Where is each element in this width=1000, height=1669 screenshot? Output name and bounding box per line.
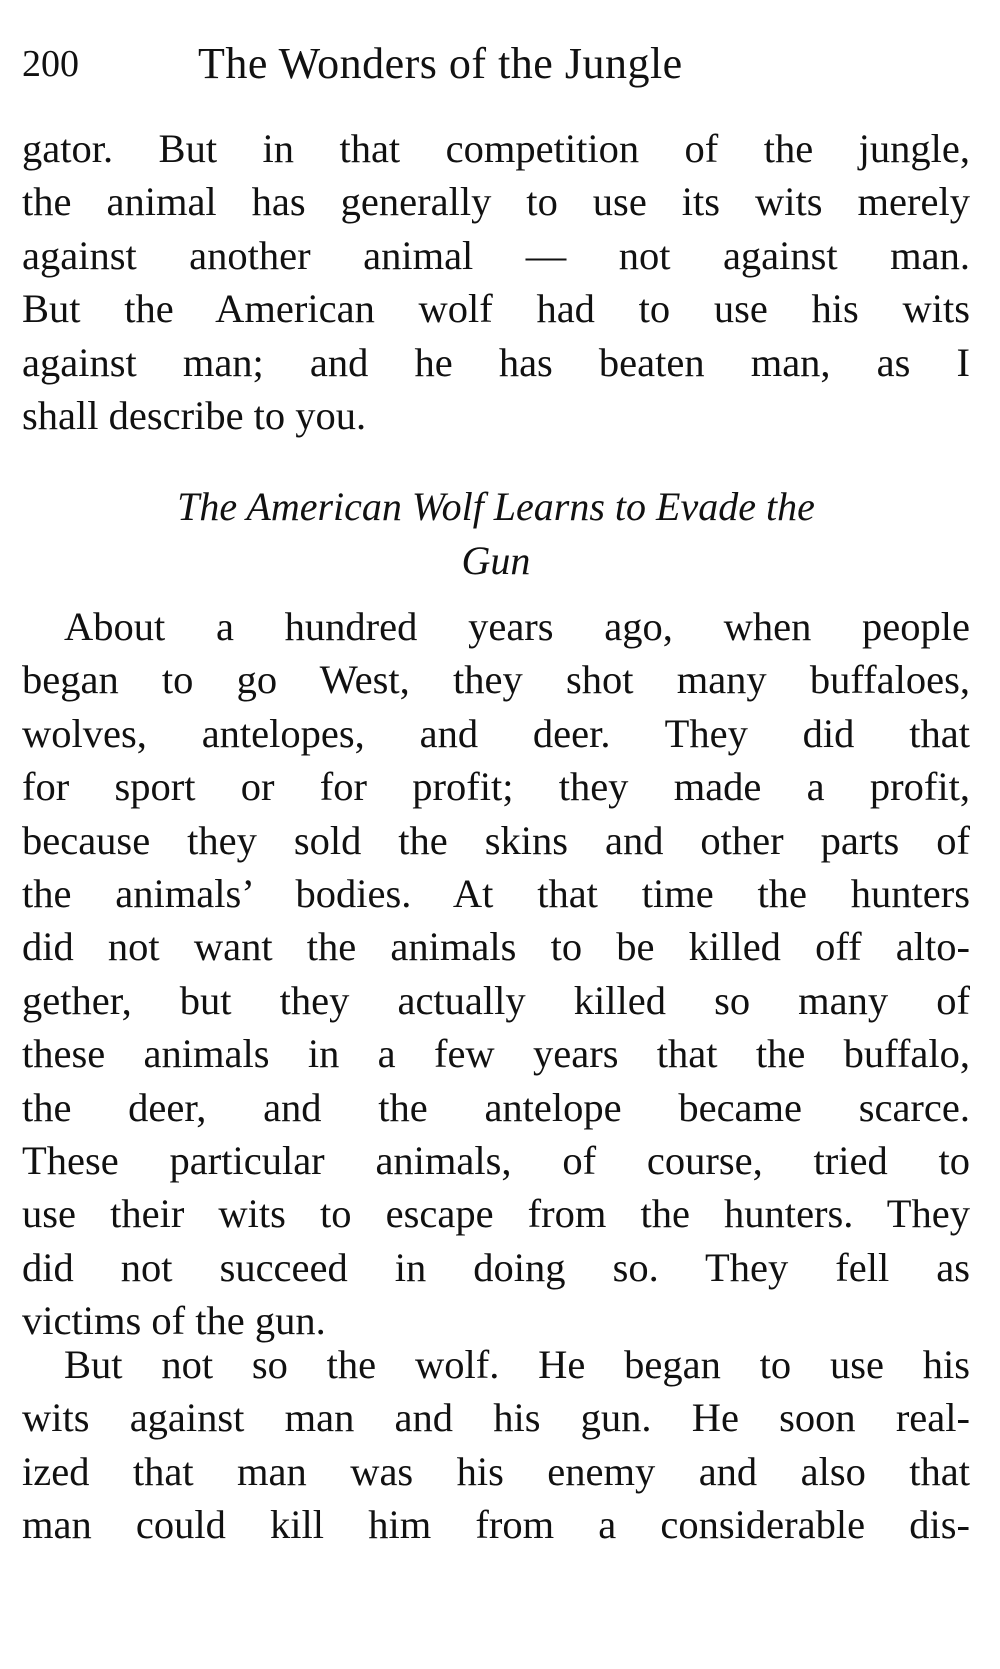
text-line: wolves, antelopes, and deer. They did that xyxy=(22,710,970,756)
text-line: man could kill him from a considerable dis- xyxy=(22,1502,970,1548)
paragraph-3 xyxy=(22,1338,970,1552)
paragraph-1 xyxy=(22,122,970,442)
text-line: against another animal — not against man. xyxy=(22,232,970,278)
text-line: against man; and he has beaten man, as I xyxy=(22,339,970,385)
text-line: victims of the gun. xyxy=(22,1298,326,1344)
text-line: did not succeed in doing so. They fell as xyxy=(22,1244,970,1290)
subheading-line-2: Gun xyxy=(461,538,531,583)
section-subheading xyxy=(22,480,970,588)
text-line: About a hundred years ago, when people xyxy=(64,604,970,649)
text-line: these animals in a few years that the buffalo, xyxy=(22,1031,970,1077)
text-line: use their wits to escape from the hunters. They xyxy=(22,1191,970,1237)
text-line: gether, but they actually killed so many of xyxy=(22,977,970,1023)
text-line: began to go West, they shot many buffaloes, xyxy=(22,657,970,703)
page-number: 200 xyxy=(22,43,79,85)
page-header xyxy=(22,36,970,92)
subheading-line-1: The American Wolf Learns to Evade the xyxy=(177,484,815,529)
paragraph-2 xyxy=(22,600,970,1347)
text-line: wits against man and his gun. He soon real- xyxy=(22,1395,970,1441)
text-line: the deer, and the antelope became scarce. xyxy=(22,1084,970,1130)
text-line: did not want the animals to be killed off alto- xyxy=(22,924,970,970)
running-title: The Wonders of the Jungle xyxy=(198,39,683,88)
text-line: for sport or for profit; they made a profit, xyxy=(22,764,970,810)
text-line: gator. But in that competition of the jungle, xyxy=(22,126,970,171)
text-line: the animal has generally to use its wits merely xyxy=(22,179,970,225)
text-line: But the American wolf had to use his wits xyxy=(22,286,970,332)
text-line: But not so the wolf. He began to use his xyxy=(64,1342,970,1387)
text-line: shall describe to you. xyxy=(22,392,367,438)
text-line: These particular animals, of course, tried to xyxy=(22,1137,970,1183)
text-line: ized that man was his enemy and also that xyxy=(22,1448,970,1494)
text-line: because they sold the skins and other parts of xyxy=(22,817,970,863)
text-line: the animals’ bodies. At that time the hunters xyxy=(22,870,970,916)
